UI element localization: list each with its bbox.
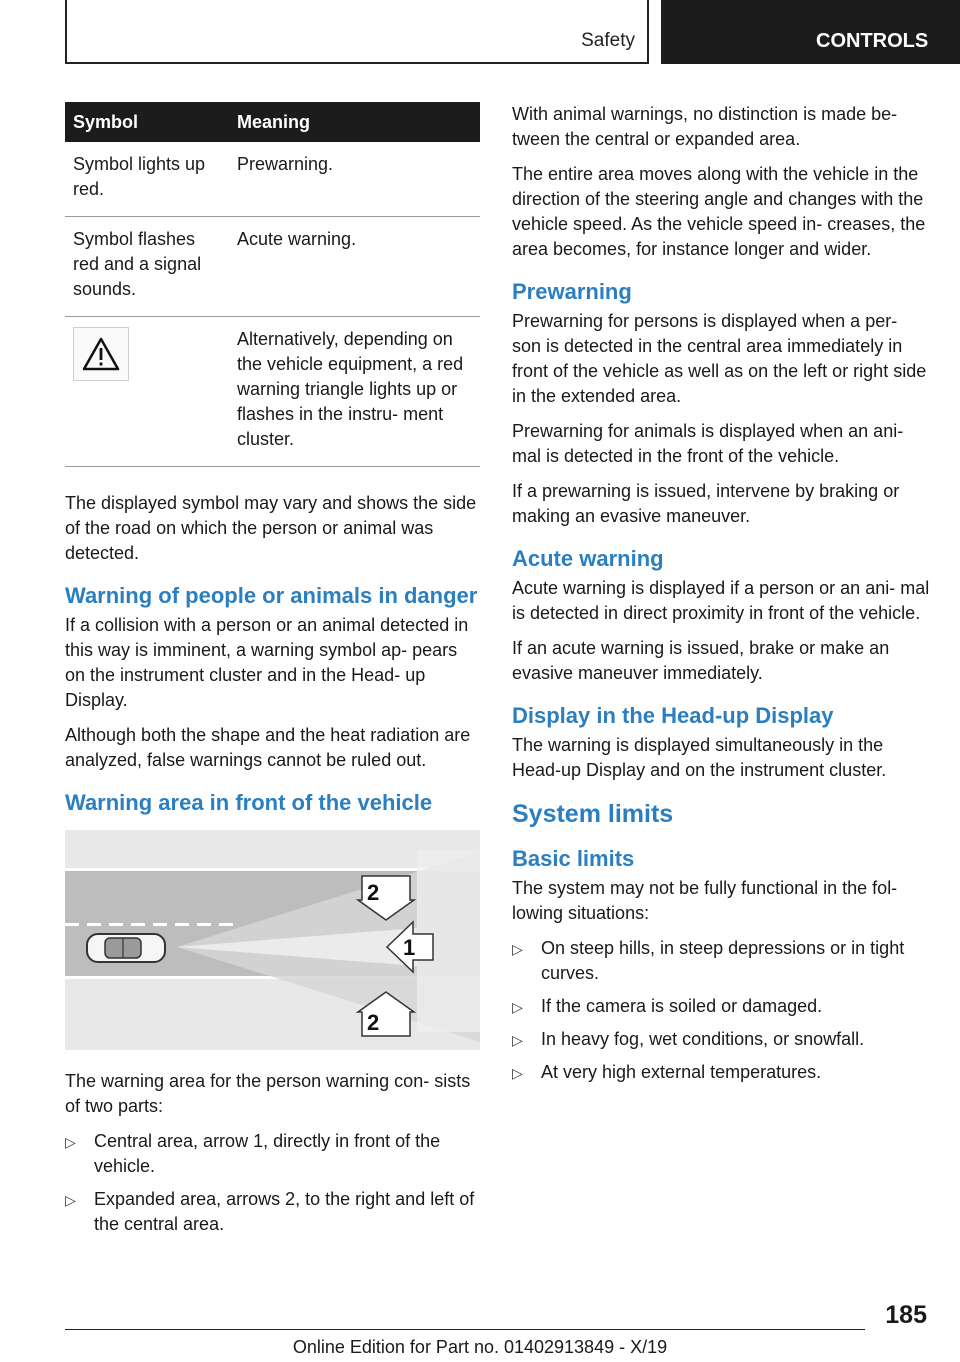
table-row: [65, 217, 480, 317]
arrow-2-top-label: 2: [367, 880, 380, 905]
arrow-1-label: 1: [403, 935, 416, 960]
table-row: [65, 142, 480, 217]
table-cell-meaning: Prewarning.: [229, 142, 480, 217]
bullet-triangle-icon: ▷: [512, 941, 523, 957]
page-number: 185: [885, 1301, 927, 1329]
table-cell-symbol: [65, 317, 229, 467]
heading-acute-warning: Acute warning: [512, 546, 664, 571]
table-header-meaning: Meaning: [229, 102, 480, 142]
paragraph: The system may not be fully functional in the fol- lowing situations:: [512, 878, 898, 923]
bullet-triangle-icon: ▷: [512, 999, 523, 1015]
limits-list: [512, 936, 930, 1085]
paragraph: With animal warnings, no distinction is made be- tween the central or expanded area.: [512, 104, 898, 149]
paragraph: If an acute warning is issued, brake or make an evasive maneuver immediately.: [512, 638, 890, 683]
heading-basic-limits: Basic limits: [512, 846, 635, 871]
table-cell-meaning: Alternatively, depending on the vehicle equipment, a red warning triangle lights up or flashes in the instru- ment cluster.: [229, 317, 480, 467]
paragraph: Prewarning for persons is displayed when a per- son is detected in the central area immediately in front of the vehicle as well as on the left or right side in the extended area.: [512, 311, 927, 406]
heading-warning-area: Warning area in front of the vehicle: [65, 790, 433, 815]
header-section-title: Safety: [581, 30, 635, 51]
bullet-triangle-icon: ▷: [65, 1192, 76, 1208]
table-cell-meaning: Acute warning.: [229, 217, 480, 317]
list-item: ▷ Expanded area, arrows 2, to the right and left of the central area.: [65, 1189, 475, 1234]
paragraph: The warning is displayed simultaneously in the Head-up Display and on the instrument cluster.: [512, 735, 887, 780]
footer-divider: [65, 1329, 865, 1330]
warning-area-diagram: [65, 830, 480, 1050]
table-header-row: [65, 102, 480, 142]
paragraph: The displayed symbol may vary and shows the side of the road on which the person or animal was detected.: [65, 493, 477, 563]
heading-hud-display: Display in the Head-up Display: [512, 703, 834, 728]
paragraph: Prewarning for animals is displayed when an ani- mal is detected in the front of the vehicle.: [512, 421, 904, 466]
vehicle-icon: [87, 934, 165, 962]
warning-triangle-icon: [73, 327, 129, 381]
right-column: [512, 102, 930, 1093]
paragraph: Acute warning is displayed if a person or an ani- mal is detected in direct proximity in front of the vehicle.: [512, 578, 930, 623]
heading-system-limits: System limits: [512, 800, 674, 828]
paragraph: If a collision with a person or an animal detected in this way is imminent, a warning symbol ap- pears on the instrument cluster and in the Head- up Display.: [65, 615, 469, 710]
paragraph: The entire area moves along with the vehicle in the direction of the steering angle and changes with the vehicle speed. As the vehicle speed in- creases, the area becomes, for instance longer and wider.: [512, 164, 926, 259]
list-item: ▷ Central area, arrow 1, directly in front of the vehicle.: [65, 1131, 441, 1176]
table-cell-symbol: Symbol flashes red and a signal sounds.: [65, 217, 229, 317]
table-cell-symbol: Symbol lights up red.: [65, 142, 229, 217]
list-item: ▷ If the camera is soiled or damaged.: [512, 994, 930, 1019]
paragraph: If a prewarning is issued, intervene by braking or making an evasive maneuver.: [512, 481, 900, 526]
arrow-2-bottom-label: 2: [367, 1010, 380, 1035]
header-section-box: [65, 0, 649, 64]
heading-prewarning: Prewarning: [512, 279, 632, 304]
table-header-symbol: Symbol: [65, 102, 229, 142]
footer-edition: Online Edition for Part no. 01402913849 - X/19: [292, 1337, 668, 1357]
bullet-triangle-icon: ▷: [65, 1134, 76, 1150]
symbol-table: [65, 102, 480, 467]
list-item: ▷ In heavy fog, wet conditions, or snowfall.: [512, 1027, 930, 1052]
list-item: ▷ At very high external temperatures.: [512, 1060, 930, 1085]
header-chapter-tab: CONTROLS: [661, 0, 960, 64]
table-row: [65, 317, 480, 467]
paragraph: Although both the shape and the heat radiation are analyzed, false warnings cannot be ruled out.: [65, 725, 471, 770]
left-column: [65, 102, 480, 1245]
heading-warning-danger: Warning of people or animals in danger: [65, 583, 478, 608]
list-item: ▷ On steep hills, in steep depressions or in tight curves.: [512, 938, 905, 983]
bullet-triangle-icon: ▷: [512, 1032, 523, 1048]
paragraph: The warning area for the person warning con- sists of two parts:: [65, 1071, 471, 1116]
warning-area-list: [65, 1129, 480, 1237]
bullet-triangle-icon: ▷: [512, 1065, 523, 1081]
